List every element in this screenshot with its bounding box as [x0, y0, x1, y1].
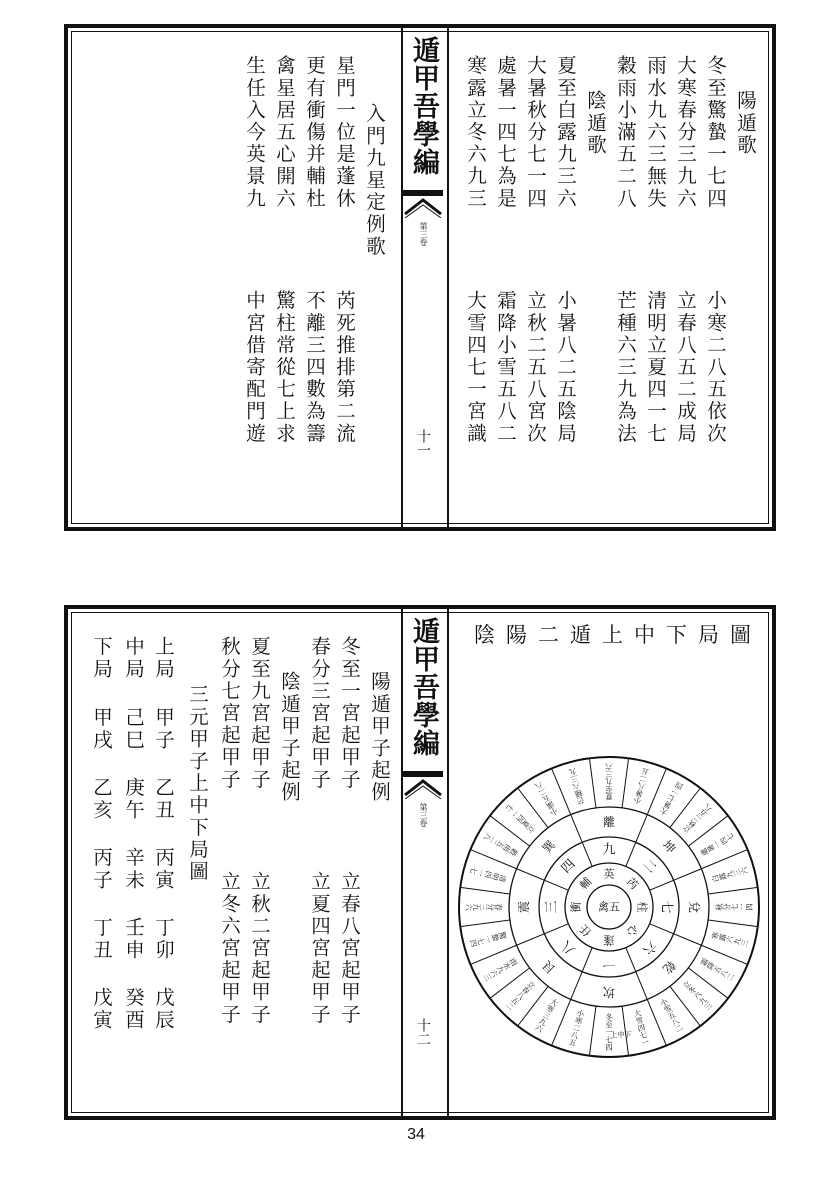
wheel-segment-label: 立冬六九三 [680, 978, 714, 1012]
heading-nine-stars: 入門九星定例歌 [363, 103, 386, 258]
wheel-segment-label: 白露九三六 [710, 865, 750, 884]
wheel-yuan-mark: 上中下 [610, 1031, 632, 1039]
wheel-segment-label: 清明四一七 [468, 865, 508, 884]
text-column: 立夏四宮起甲子 [308, 871, 331, 1026]
yuan-label-middle: 中局 [122, 636, 145, 681]
wheel-segment-label: 小暑八二五 [632, 766, 651, 806]
wheel-segment-label: 小雪五八二 [658, 996, 685, 1034]
wheel-center-label: 禽五 [598, 900, 620, 914]
wheel-number-label: 一 [602, 956, 616, 972]
wheel-number-label: 七 [658, 900, 674, 914]
text-column: 大雪四七一宮識 [464, 290, 487, 445]
spine-chevron-icon [403, 777, 443, 799]
nine-palace-wheel [454, 752, 764, 1062]
top-page-frame [64, 24, 776, 531]
cycle-cell: 丁卯 [152, 917, 175, 962]
wheel-spoke [589, 1006, 596, 1056]
wheel-spoke [460, 920, 510, 927]
text-column: 中宮借寄配門遊 [243, 290, 266, 445]
page-number: 34 [407, 1126, 425, 1143]
wheel-trigram-label: 震 [517, 900, 531, 914]
wheel-segment-label: 立夏四一七 [504, 802, 538, 836]
diagram-title: 陰陽二遁上中下局圖 [474, 623, 762, 647]
text-column: 芒種六三九為法 [614, 290, 637, 445]
text-column: 夏至白露九三六 [554, 55, 577, 210]
text-column: 大暑秋分七一四 [524, 55, 547, 210]
wheel-number-label: 四 [558, 856, 579, 877]
cycle-cell: 戊寅 [90, 987, 113, 1032]
wheel-segment-label: 霜降五八二 [698, 956, 736, 983]
wheel-spoke [622, 758, 629, 808]
text-column: 立秋二五八宮次 [524, 290, 547, 445]
text-column: 立秋二宮起甲子 [248, 871, 271, 1026]
cycle-cell: 乙丑 [152, 777, 175, 822]
wheel-number-label: 九 [602, 842, 616, 858]
wheel-trigram-label: 離 [602, 815, 616, 829]
folio-number: 十一 [415, 429, 431, 457]
text-column: 春分三宮起甲子 [308, 636, 331, 791]
spine-chevron-icon [403, 196, 443, 218]
wheel-trigram-label: 艮 [539, 957, 559, 977]
text-column: 不離三四數為籌 [303, 290, 326, 445]
wheel-number-label: 八 [558, 937, 579, 958]
text-column: 夏至九宮起甲子 [248, 636, 271, 791]
heading-yin-jiazi: 陰遁甲子起例 [278, 671, 301, 804]
wheel-star-label: 輔 [577, 875, 595, 893]
wheel-segment-label: 芒種六三九 [567, 766, 586, 806]
cycle-cell: 庚午 [122, 777, 145, 822]
chapter-mark: 第三卷 [419, 803, 428, 827]
wheel-spoke [708, 920, 758, 927]
wheel-star-label: 蓬 [603, 933, 615, 947]
wheel-number-label: 六 [639, 937, 660, 958]
wheel-trigram-label: 坤 [659, 837, 679, 857]
cycle-cell: 己巳 [122, 707, 145, 752]
wheel-segment-label: 寒露六九三 [710, 930, 750, 949]
wheel-star-label: 柱 [635, 901, 649, 913]
wheel-spoke [589, 758, 596, 808]
heading-yang-jiazi: 陽遁甲子起例 [368, 671, 391, 804]
text-column: 小暑八二五陰局 [554, 290, 577, 445]
wheel-segment-label: 春分三九六 [465, 902, 503, 912]
heading-yindun: 陰遁歌 [584, 90, 607, 157]
wheel-segment-label: 立春八五二 [504, 978, 538, 1012]
cycle-cell: 丁丑 [90, 917, 113, 962]
wheel-segment-label: 冬至一七四 [604, 1013, 614, 1051]
text-column: 冬至一宮起甲子 [338, 636, 361, 791]
wheel-number-label: 二 [639, 856, 660, 877]
wheel-trigram-label: 乾 [659, 957, 679, 977]
text-column: 禽星居五心開六 [273, 55, 296, 210]
wheel-star-label: 英 [603, 867, 615, 881]
cycle-cell: 壬申 [122, 917, 145, 962]
wheel-star-label: 芮 [623, 875, 641, 893]
yuan-label-upper: 上局 [152, 636, 175, 681]
wheel-segment-label: 小滿五二八 [533, 780, 560, 818]
text-column: 霜降小雪五八二 [494, 290, 517, 445]
folio-number: 十二 [415, 1018, 431, 1046]
text-column: 穀雨小滿五二八 [614, 55, 637, 210]
text-column: 大寒春分三九六 [674, 55, 697, 210]
heading-sanyuan: 三元甲子上中下局圖 [186, 684, 209, 883]
text-column: 雨水九六三無失 [644, 55, 667, 210]
text-column: 寒露立冬六九三 [464, 55, 487, 210]
text-column: 芮死推排第二流 [333, 290, 356, 445]
text-column: 生任入今英景九 [243, 55, 266, 210]
wheel-star-label: 衝 [569, 901, 583, 913]
wheel-segment-label: 秋分七一四 [715, 902, 753, 912]
text-column: 冬至驚蟄一七四 [704, 55, 727, 210]
text-column: 處暑一四七為是 [494, 55, 517, 210]
cycle-cell: 癸酉 [122, 987, 145, 1032]
wheel-number-label: 三 [544, 900, 560, 914]
cycle-cell: 辛未 [122, 847, 145, 892]
text-column: 更有衝傷并輔杜 [303, 55, 326, 210]
wheel-trigram-label: 兌 [687, 900, 701, 914]
text-column: 驚柱常從七上求 [273, 290, 296, 445]
wheel-segment-label: 立秋二五八 [680, 802, 714, 836]
wheel-trigram-label: 坎 [602, 985, 616, 999]
text-column: 立春八宮起甲子 [338, 871, 361, 1026]
bottom-page-frame [64, 605, 776, 1120]
chapter-mark: 第三卷 [419, 222, 428, 246]
cycle-cell: 戊辰 [152, 987, 175, 1032]
wheel-star-label: 心 [623, 921, 641, 939]
wheel-segment-label: 穀雨五二八 [482, 831, 520, 858]
heading-yangdun: 陽遁歌 [734, 90, 757, 157]
cycle-cell: 丙寅 [152, 847, 175, 892]
text-column: 星門一位是蓬休 [333, 55, 356, 210]
bottom-spine [401, 609, 449, 1116]
book-title: 遁甲吾學編 [408, 36, 439, 176]
wheel-segment-label: 大雪四七一 [632, 1008, 651, 1048]
text-column: 清明立夏四一七 [644, 290, 667, 445]
text-column: 立冬六宮起甲子 [218, 871, 241, 1026]
text-column: 秋分七宮起甲子 [218, 636, 241, 791]
wheel-star-label: 任 [577, 921, 595, 939]
wheel-segment-label: 處暑一四七 [698, 831, 736, 858]
wheel-segment-label: 大暑七一四 [658, 780, 685, 818]
wheel-segment-label: 驚蟄一七四 [468, 930, 508, 949]
book-title: 遁甲吾學編 [408, 617, 439, 757]
cycle-cell: 甲戌 [90, 707, 113, 752]
wheel-segment-label: 雨水九六三 [482, 956, 520, 983]
wheel-segment-label: 大寒三九六 [533, 996, 560, 1034]
wheel-spoke [708, 887, 758, 894]
cycle-cell: 丙子 [90, 847, 113, 892]
top-spine [401, 28, 449, 527]
cycle-cell: 乙亥 [90, 777, 113, 822]
text-column: 立春八五二成局 [674, 290, 697, 445]
wheel-segment-label: 夏至九三六 [604, 763, 614, 801]
wheel-trigram-label: 巽 [539, 837, 559, 857]
cycle-cell: 甲子 [152, 707, 175, 752]
wheel-spoke [460, 887, 510, 894]
text-column: 小寒二八五依次 [704, 290, 727, 445]
yuan-label-lower: 下局 [90, 636, 113, 681]
wheel-segment-label: 小寒二八五 [567, 1008, 586, 1048]
